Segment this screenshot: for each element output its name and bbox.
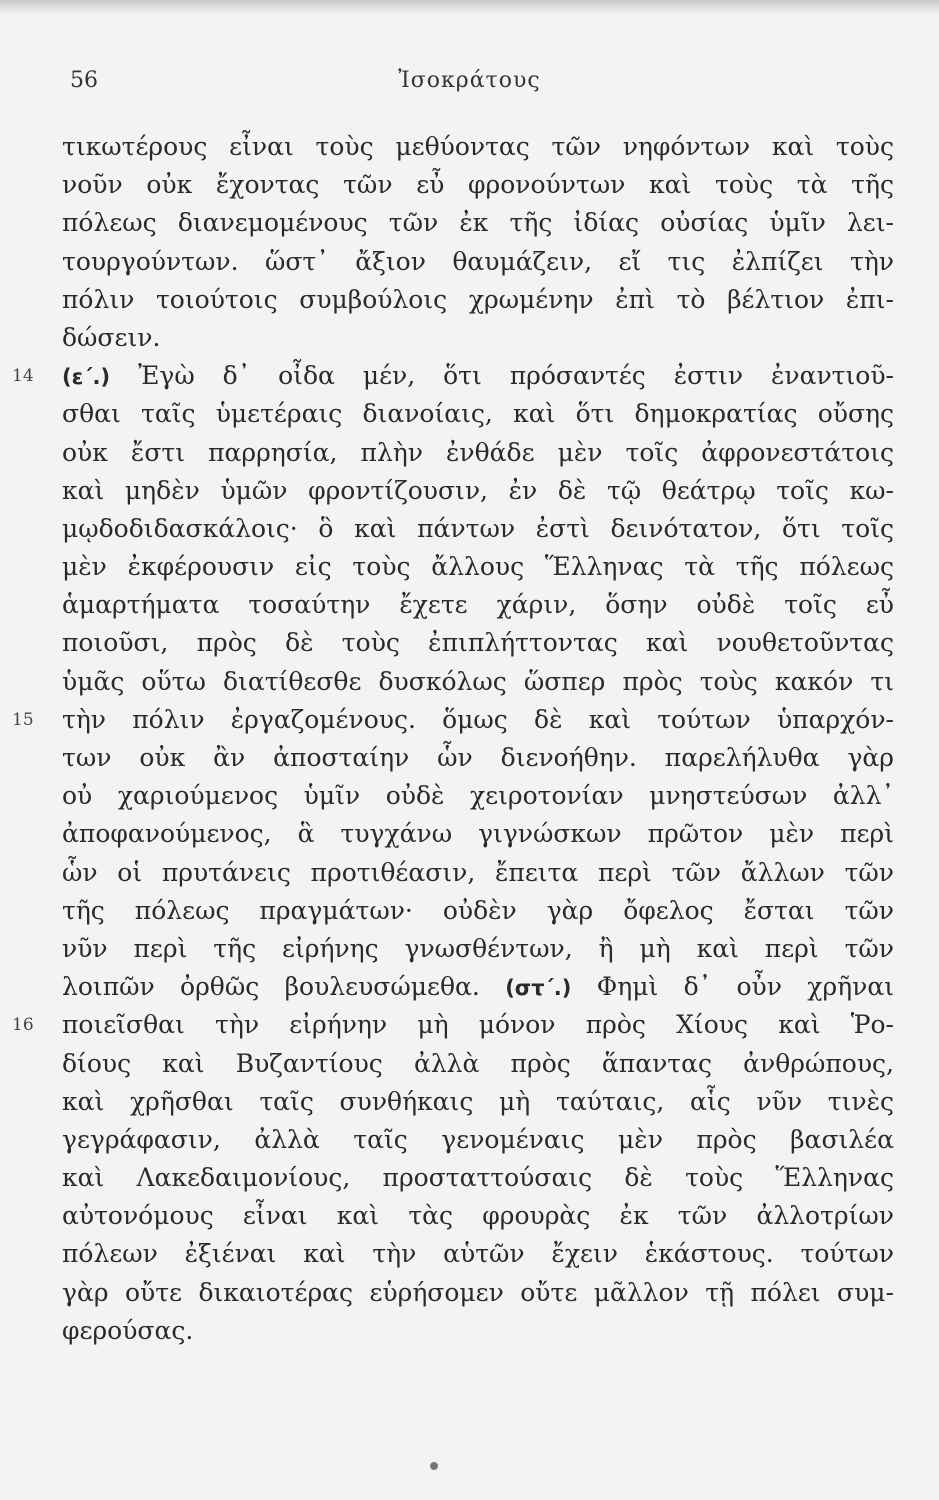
text-line [62,1274,894,1312]
text-line [62,472,894,510]
line-text: φερούσας. [62,1315,194,1345]
line-text: ἁμαρτήματα τοσαύτην ἔχετε χάριν, ὅσην οὐδὲ τοῖς εὖ [62,590,894,620]
text-line [62,930,894,968]
line-text: καὶ Λακεδαιμονίους, προσταττούσαις δὲ τοὺς Ἕλληνας [62,1163,894,1193]
text-line [62,395,894,433]
text-line [62,243,894,281]
text-line [62,739,894,777]
line-text: τικωτέρους εἶναι τοὺς μεθύοντας τῶν νηφόντων καὶ τοὺς [62,132,894,161]
text-line [62,128,894,166]
text-line [62,663,894,701]
ink-spot [430,1462,438,1470]
text-line [62,1121,894,1159]
line-text: των οὐκ ἂν ἀποσταίην ὧν διενοήθην. παρελήλυθα γὰρ [62,743,894,772]
margin-section-number: 16 [12,1015,34,1036]
line-text: νοῦν οὐκ ἔχοντας τῶν εὖ φρονούντων καὶ τοὺς τὰ τῆς [62,170,894,200]
line-text: ὑμᾶς οὕτω διατίθεσθε δυσκόλως ὥσπερ πρὸς τοὺς κακόν τι [62,666,894,696]
line-text: τουργούντων. ὥστ᾽ ἄξιον θαυμάζειν, εἴ τις ἐλπίζει τὴν [62,246,894,276]
text-line [62,892,894,930]
line-text: λοιπῶν ὀρθῶς βουλευσώμεθα. [62,972,506,1002]
text-line [62,624,894,662]
text-line [62,777,894,815]
line-text: πόλιν τοιούτοις συμβούλοις χρωμένην ἐπὶ τὸ βέλτιον ἐπι- [62,284,894,314]
text-line [62,281,894,319]
line-text: τῆς πόλεως πραγμάτων· οὐδὲν γὰρ ὄφελος ἔσται τῶν [62,895,894,925]
margin-section-number: 14 [12,366,34,387]
text-line [62,510,894,548]
text-line [62,815,894,853]
text-line [62,166,894,204]
line-text: γὰρ οὔτε δικαιοτέρας εὑρήσομεν οὔτε μᾶλλον τῇ πόλει συμ- [62,1277,894,1307]
text-line [62,319,894,357]
body-text [12,128,895,1350]
line-text: πόλεως διανεμομένους τῶν ἐκ τῆς ἰδίας οὐσίας ὑμῖν λει- [62,208,894,238]
text-line [62,204,894,242]
page-header [0,68,939,98]
text-line [62,968,894,1006]
margin-section-number: 15 [12,709,34,730]
text-line [62,586,894,624]
text-line [62,1045,894,1083]
line-text: δώσειν. [62,322,161,352]
text-line [62,1235,894,1273]
line-text: πόλεων ἐξιέναι καὶ τὴν αὑτῶν ἔχειν ἑκάστους. τούτων [62,1239,894,1269]
line-text: Φημὶ δ᾽ οὖν χρῆναι [571,972,895,1002]
line-text: ποιοῦσι, πρὸς δὲ τοὺς ἐπιπλήττοντας καὶ νουθετοῦντας [62,628,894,658]
line-text: Ἐγὼ δ᾽ οἶδα μέν, ὅτι πρόσαντές ἐστιν ἐναντιοῦ- [110,361,894,391]
line-text: οὐ χαριούμενος ὑμῖν οὐδὲ χειροτονίαν μνηστεύσων ἀλλ᾽ [62,781,894,811]
line-text: σθαι ταῖς ὑμετέραις διανοίαις, καὶ ὅτι δημοκρατίας οὔσης [62,399,894,429]
page-number: 56 [70,68,98,93]
line-text: αὐτονόμους εἶναι καὶ τὰς φρουρὰς ἐκ τῶν ἀλλοτρίων [62,1201,894,1231]
text-line [12,357,894,395]
line-text: καὶ χρῆσθαι ταῖς συνθήκαις μὴ ταύταις, αἷς νῦν τινὲς [62,1086,894,1116]
text-line [62,1197,894,1235]
line-text: ἀποφανούμενος, ἃ τυγχάνω γιγνώσκων πρῶτον μὲν περὶ [62,819,894,849]
text-line [62,1159,894,1197]
line-text: νῦν περὶ τῆς εἰρήνης γνωσθέντων, ἢ μὴ καὶ περὶ τῶν [62,933,894,963]
text-line [62,1083,894,1121]
line-text: ὧν οἱ πρυτάνεις προτιθέασιν, ἔπειτα περὶ τῶν ἄλλων τῶν [62,857,894,887]
text-line [62,854,894,892]
line-text: οὐκ ἔστι παρρησία, πλὴν ἐνθάδε μὲν τοῖς ἀφρονεστάτοις [62,437,894,467]
text-line [62,1312,894,1350]
line-text: μῳδοδιδασκάλοις· ὃ καὶ πάντων ἐστὶ δεινότατον, ὅτι τοῖς [62,513,894,543]
line-text: ποιεῖσθαι τὴν εἰρήνην μὴ μόνον πρὸς Χίους καὶ Ῥο- [62,1010,894,1040]
text-line [62,434,894,472]
line-text: καὶ μηδὲν ὑμῶν φροντίζουσιν, ἐν δὲ τῷ θεάτρῳ τοῖς κω- [62,475,894,505]
text-line [12,701,894,739]
line-text: τὴν πόλιν ἐργαζομένους. ὅμως δὲ καὶ τούτων ὑπαρχόν- [62,704,894,734]
section-marker: (ε΄.) [62,365,111,390]
text-line [62,548,894,586]
running-title: Ἰσοκράτους [398,68,541,93]
line-text: γεγράφασιν, ἀλλὰ ταῖς γενομέναις μὲν πρὸς βασιλέα [62,1124,894,1154]
line-text: δίους καὶ Βυζαντίους ἀλλὰ πρὸς ἅπαντας ἀνθρώπους, [62,1048,894,1078]
section-marker: (στ΄.) [505,976,572,1001]
page-edge-shadow [0,0,939,14]
text-line [12,1006,894,1044]
line-text: μὲν ἐκφέρουσιν εἰς τοὺς ἄλλους Ἕλληνας τὰ τῆς πόλεως [62,552,894,582]
